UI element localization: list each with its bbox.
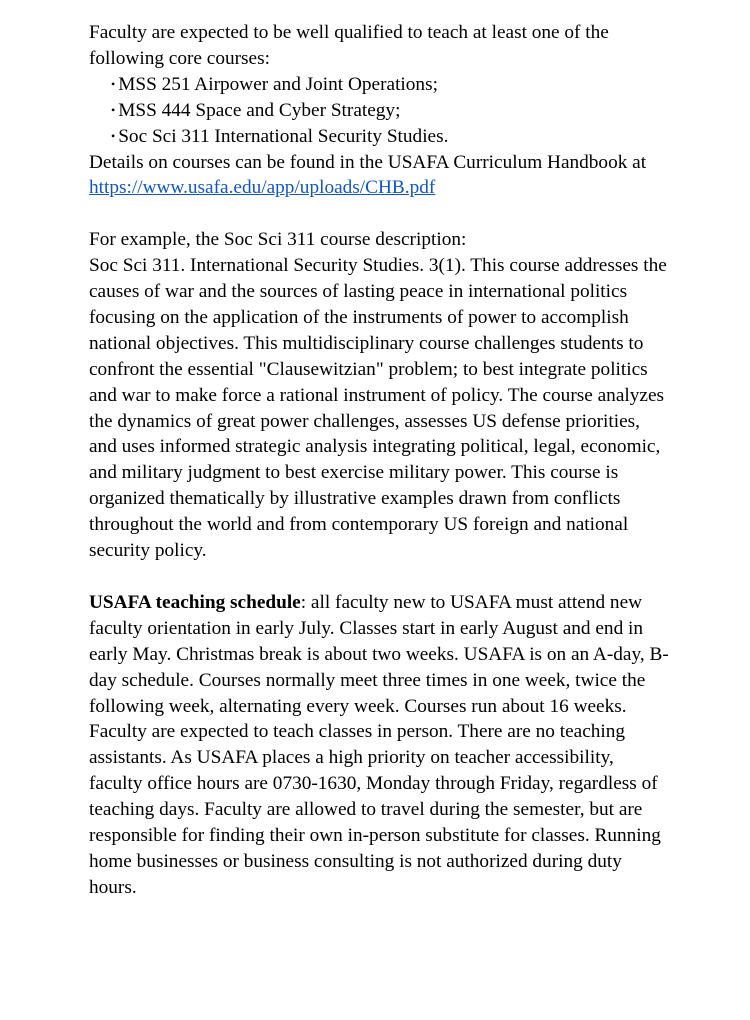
course-item-label: MSS 444 Space and Cyber Strategy; — [118, 99, 401, 121]
course-item — [111, 98, 669, 124]
schedule-body: : all faculty new to USAFA must attend new faculty orientation in early July. Classes start in early August and end in early May. Christmas break is about two weeks. USAFA is on an A-day, B-day schedule. Courses normally meet three times in one week, twice the following week, alternating every week. Courses run about 16 weeks. Faculty are expected to teach classes in person. There are no teaching assistants. As USAFA places a high priority on teacher accessibility, faculty office hours are 0730-1630, Monday through Friday, regardless of teaching days. Faculty are allowed to travel during the semester, but are responsible for finding their own in-person substitute for classes. Running home businesses or business consulting is not authorized during duty hours. — [89, 591, 669, 898]
course-item-label: MSS 251 Airpower and Joint Operations; — [118, 73, 438, 95]
paragraph-spacer — [89, 201, 669, 227]
course-item — [111, 124, 669, 150]
intro-paragraph: Faculty are expected to be well qualified to teach at least one of the following core courses: — [89, 22, 609, 69]
bullet-icon: • — [111, 128, 116, 143]
curriculum-handbook-link[interactable]: https://www.usafa.edu/app/uploads/CHB.pdf — [89, 177, 436, 199]
schedule-heading: USAFA teaching schedule — [89, 591, 301, 613]
course-description: Soc Sci 311. International Security Studies. 3(1). This course addresses the causes of war and the sources of lasting peace in international politics focusing on the application of the instruments of power to accomplish national objectives. This multidisciplinary course challenges students to confront the essential "Clausewitzian" problem; to best integrate politics and war to make force a rational instrument of policy. The course analyzes the dynamics of great power challenges, assesses US defense priorities, and uses informed strategic analysis integrating political, legal, economic, and military judgment to best exercise military power. This course is organized thematically by illustrative examples drawn from conflicts throughout the world and from contemporary US foreign and national security policy. — [89, 255, 667, 562]
course-item — [111, 72, 669, 98]
core-courses-list — [89, 72, 669, 150]
bullet-icon: • — [111, 76, 116, 91]
example-lead: For example, the Soc Sci 311 course description: — [89, 229, 467, 251]
schedule-paragraph — [89, 590, 669, 901]
course-item-label: Soc Sci 311 International Security Studies. — [118, 125, 449, 147]
bullet-icon: • — [111, 102, 116, 117]
paragraph-spacer — [89, 564, 669, 590]
details-text: Details on courses can be found in the USAFA Curriculum Handbook at — [89, 151, 647, 173]
document-page — [89, 20, 669, 901]
details-paragraph — [89, 150, 669, 202]
